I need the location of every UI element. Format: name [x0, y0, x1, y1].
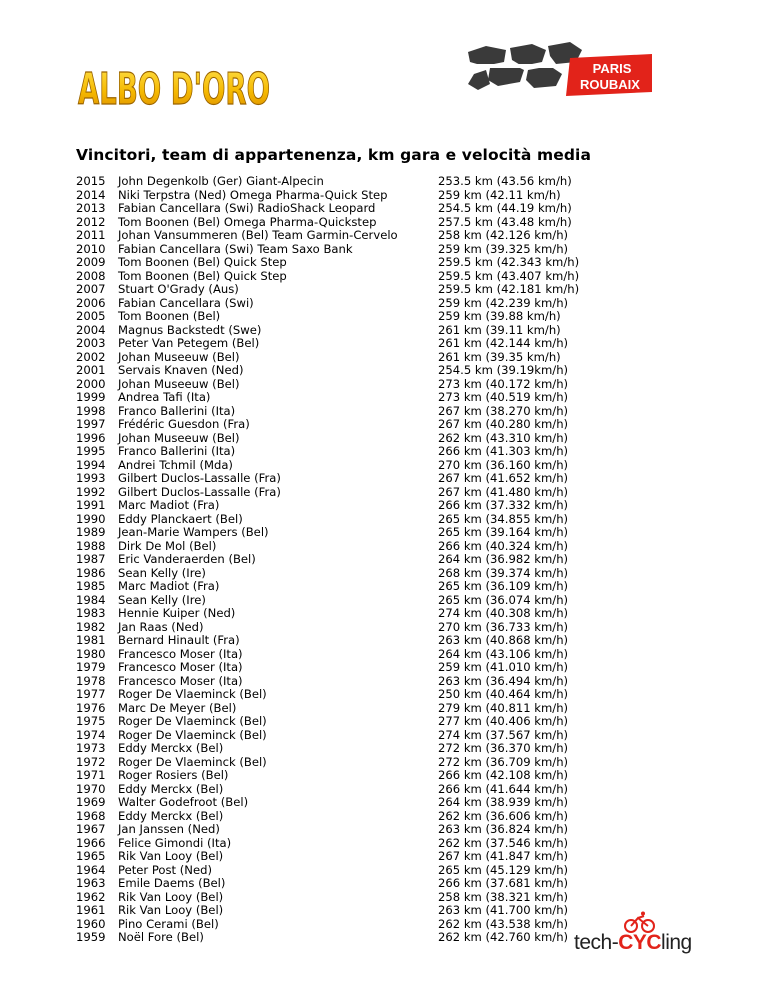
- year-cell: 2005: [76, 309, 106, 323]
- year-cell: 2014: [76, 187, 106, 202]
- albo-doro-text: ALBO D'ORO: [78, 64, 270, 115]
- year-cell: 2004: [76, 322, 106, 337]
- distance-cell: 258 km (42.126 km/h): [438, 228, 569, 242]
- distance-cell: 267 km (41.480 km/h): [438, 484, 569, 499]
- winner-cell: Emile Daems (Bel): [118, 876, 226, 890]
- winner-cell: Franco Ballerini (Ita): [118, 403, 236, 418]
- winner-cell: Fabian Cancellara (Swi) RadioShack Leopard: [118, 201, 376, 215]
- distance-cell: 266 km (41.644 km/h): [438, 781, 569, 796]
- year-cell: 1968: [76, 808, 106, 823]
- year-cell: 1964: [76, 862, 106, 877]
- distance-cell: 259 km (41.010 km/h): [438, 660, 569, 674]
- tech-cycling-wordmark: tech-CYCling: [574, 931, 692, 954]
- distance-cell: 262 km (36.606 km/h): [438, 808, 569, 823]
- distance-cell: 272 km (36.370 km/h): [438, 741, 569, 755]
- distance-cell: 257.5 km (43.48 km/h): [438, 214, 572, 229]
- year-cell: 1983: [76, 606, 106, 620]
- paris-label: PARIS: [592, 61, 632, 76]
- year-cell: 2009: [76, 255, 106, 269]
- distance-cell: 273 km (40.172 km/h): [438, 376, 569, 391]
- winner-cell: Johan Museeuw (Bel): [118, 376, 240, 391]
- winner-cell: Tom Boonen (Bel) Quick Step: [118, 268, 287, 283]
- distance-cell: 259 km (42.239 km/h): [438, 295, 569, 310]
- distance-cell: 262 km (43.310 km/h): [438, 430, 569, 445]
- distance-cell: 262 km (43.538 km/h): [438, 916, 569, 931]
- winner-cell: Rik Van Looy (Bel): [118, 889, 224, 904]
- distance-cell: 259.5 km (42.343 km/h): [438, 255, 580, 269]
- winner-cell: Johan Vansummeren (Bel) Team Garmin-Cervelo: [118, 228, 398, 242]
- distance-cell: 263 km (36.494 km/h): [438, 673, 569, 688]
- winner-cell: Tom Boonen (Bel) Omega Pharma-Quickstep: [118, 214, 377, 229]
- roubaix-label: ROUBAIX: [580, 77, 640, 92]
- year-cell: 1992: [76, 484, 106, 499]
- distance-cell: 267 km (38.270 km/h): [438, 403, 569, 418]
- year-cell: 1963: [76, 876, 106, 890]
- year-cell: 1960: [76, 916, 106, 931]
- distance-cell: 267 km (41.652 km/h): [438, 471, 569, 485]
- distance-cell: 270 km (36.160 km/h): [438, 457, 569, 472]
- distance-cell: 265 km (39.164 km/h): [438, 525, 569, 539]
- distance-cell: 272 km (36.709 km/h): [438, 754, 569, 769]
- winner-cell: Rik Van Looy (Bel): [118, 903, 224, 917]
- winner-cell: Eddy Planckaert (Bel): [118, 511, 243, 526]
- year-cell: 1979: [76, 660, 106, 674]
- winner-cell: Johan Museeuw (Bel): [118, 349, 240, 364]
- year-cell: 1981: [76, 633, 106, 647]
- winner-cell: Jan Raas (Ned): [118, 619, 204, 634]
- year-cell: 2002: [76, 349, 106, 364]
- year-cell: 1970: [76, 781, 106, 796]
- distance-cell: 263 km (40.868 km/h): [438, 633, 569, 647]
- distance-cell: 279 km (40.811 km/h): [438, 700, 569, 715]
- distance-cell: 266 km (40.324 km/h): [438, 538, 569, 553]
- winner-cell: Sean Kelly (Ire): [118, 592, 206, 607]
- distance-cell: 268 km (39.374 km/h): [438, 565, 569, 580]
- year-cell: 2011: [76, 228, 106, 242]
- winner-cell: Francesco Moser (Ita): [118, 646, 243, 661]
- year-cell: 1990: [76, 511, 106, 526]
- distance-cell: 273 km (40.519 km/h): [438, 390, 569, 404]
- year-cell: 1984: [76, 592, 106, 607]
- distance-cell: 262 km (42.760 km/h): [438, 930, 569, 944]
- year-cell: 1985: [76, 579, 106, 593]
- distance-cell: 264 km (38.939 km/h): [438, 795, 569, 809]
- winner-cell: Peter Van Petegem (Bel): [118, 336, 260, 350]
- year-cell: 1961: [76, 903, 106, 917]
- year-cell: 1971: [76, 768, 106, 782]
- winner-cell: Fabian Cancellara (Swi): [118, 295, 254, 310]
- year-cell: 1978: [76, 673, 106, 688]
- winner-cell: Roger De Vlaeminck (Bel): [118, 714, 267, 728]
- year-cell: 2015: [76, 174, 106, 188]
- year-cell: 2013: [76, 201, 106, 215]
- winner-cell: Eddy Merckx (Bel): [118, 781, 224, 796]
- distance-cell: 258 km (38.321 km/h): [438, 889, 569, 904]
- winner-cell: Roger De Vlaeminck (Bel): [118, 687, 267, 701]
- winner-cell: Marc De Meyer (Bel): [118, 700, 237, 715]
- winner-cell: Jean-Marie Wampers (Bel): [118, 525, 269, 539]
- year-cell: 1987: [76, 552, 106, 566]
- winner-cell: Pino Cerami (Bel): [118, 916, 219, 931]
- year-cell: 1988: [76, 538, 106, 553]
- year-cell: 1999: [76, 390, 106, 404]
- year-cell: 1967: [76, 822, 106, 836]
- year-cell: 2010: [76, 241, 106, 256]
- winner-cell: Tom Boonen (Bel) Quick Step: [118, 255, 287, 269]
- winner-cell: Marc Madiot (Fra): [118, 498, 220, 512]
- winner-cell: Andrea Tafi (Ita): [118, 390, 211, 404]
- winner-cell: Jan Janssen (Ned): [118, 822, 220, 836]
- winner-cell: Stuart O'Grady (Aus): [118, 282, 239, 296]
- winner-cell: Francesco Moser (Ita): [118, 673, 243, 688]
- winner-cell: Roger Rosiers (Bel): [118, 768, 229, 782]
- year-cell: 1965: [76, 849, 106, 863]
- winner-cell: Andrei Tchmil (Mda): [118, 457, 233, 472]
- year-cell: 1969: [76, 795, 106, 809]
- winner-cell: Gilbert Duclos-Lassalle (Fra): [118, 471, 281, 485]
- distance-cell: 263 km (41.700 km/h): [438, 903, 569, 917]
- year-cell: 1973: [76, 741, 106, 755]
- year-cell: 1976: [76, 700, 106, 715]
- year-cell: 1977: [76, 687, 106, 701]
- year-cell: 1998: [76, 403, 106, 418]
- distance-cell: 266 km (41.303 km/h): [438, 444, 569, 458]
- winner-cell: Eddy Merckx (Bel): [118, 741, 224, 755]
- distance-cell: 259 km (39.88 km/h): [438, 309, 561, 323]
- distance-cell: 274 km (40.308 km/h): [438, 606, 569, 620]
- distance-cell: 261 km (39.35 km/h): [438, 349, 561, 364]
- distance-cell: 259.5 km (42.181 km/h): [438, 282, 580, 296]
- distance-cell: 266 km (37.332 km/h): [438, 498, 569, 512]
- winner-cell: Magnus Backstedt (Swe): [118, 322, 262, 337]
- cyclist-icon: [622, 911, 656, 933]
- winner-cell: Peter Post (Ned): [118, 862, 212, 877]
- distance-cell: 267 km (41.847 km/h): [438, 849, 569, 863]
- distance-cell: 250 km (40.464 km/h): [438, 687, 569, 701]
- year-cell: 1959: [76, 930, 106, 944]
- winner-cell: Walter Godefroot (Bel): [118, 795, 249, 809]
- winner-cell: Gilbert Duclos-Lassalle (Fra): [118, 484, 281, 499]
- winner-cell: Eric Vanderaerden (Bel): [118, 552, 256, 566]
- year-cell: 1980: [76, 646, 106, 661]
- year-cell: 1996: [76, 430, 106, 445]
- winner-cell: Dirk De Mol (Bel): [118, 538, 217, 553]
- year-cell: 1975: [76, 714, 106, 728]
- distance-cell: 259.5 km (43.407 km/h): [438, 268, 580, 283]
- year-cell: 1972: [76, 754, 106, 769]
- year-cell: 2008: [76, 268, 106, 283]
- winner-cell: Rik Van Looy (Bel): [118, 849, 224, 863]
- distance-cell: 265 km (45.129 km/h): [438, 862, 569, 877]
- winner-cell: Marc Madiot (Fra): [118, 579, 220, 593]
- year-cell: 1993: [76, 471, 106, 485]
- winner-cell: Johan Museeuw (Bel): [118, 430, 240, 445]
- winner-cell: Roger De Vlaeminck (Bel): [118, 754, 267, 769]
- winner-cell: Noël Fore (Bel): [118, 930, 204, 944]
- albo-doro-title: [76, 42, 276, 114]
- page-heading: Vincitori, team di appartenenza, km gara e velocità media: [76, 146, 592, 164]
- winner-cell: John Degenkolb (Ger) Giant-Alpecin: [118, 174, 324, 188]
- year-cell: 1962: [76, 889, 106, 904]
- distance-cell: 267 km (40.280 km/h): [438, 417, 569, 431]
- winner-cell: Hennie Kuiper (Ned): [118, 606, 236, 620]
- year-cell: 1995: [76, 444, 106, 458]
- distance-cell: 274 km (37.567 km/h): [438, 727, 569, 742]
- winner-cell: Tom Boonen (Bel): [118, 309, 221, 323]
- year-cell: 1982: [76, 619, 106, 634]
- year-cell: 2006: [76, 295, 106, 310]
- winner-cell: Roger De Vlaeminck (Bel): [118, 727, 267, 742]
- winner-cell: Fabian Cancellara (Swi) Team Saxo Bank: [118, 241, 353, 256]
- winner-cell: Servais Knaven (Ned): [118, 363, 244, 377]
- winner-cell: Frédéric Guesdon (Fra): [118, 417, 250, 431]
- winner-cell: Felice Gimondi (Ita): [118, 835, 232, 850]
- year-cell: 1997: [76, 417, 106, 431]
- winner-cell: Sean Kelly (Ire): [118, 565, 206, 580]
- year-cell: 2003: [76, 336, 106, 350]
- distance-cell: 266 km (37.681 km/h): [438, 876, 569, 890]
- winner-cell: Francesco Moser (Ita): [118, 660, 243, 674]
- distance-cell: 270 km (36.733 km/h): [438, 619, 569, 634]
- distance-cell: 265 km (36.074 km/h): [438, 592, 569, 607]
- distance-cell: 266 km (42.108 km/h): [438, 768, 569, 782]
- paris-roubaix-logo: [466, 40, 656, 100]
- distance-cell: 259 km (39.325 km/h): [438, 241, 569, 256]
- distance-cell: 262 km (37.546 km/h): [438, 835, 569, 850]
- year-cell: 1966: [76, 835, 106, 850]
- year-cell: 1989: [76, 525, 106, 539]
- distance-cell: 254.5 km (44.19 km/h): [438, 201, 572, 215]
- distance-cell: 253.5 km (43.56 km/h): [438, 174, 572, 188]
- year-cell: 1991: [76, 498, 106, 512]
- year-cell: 2001: [76, 363, 106, 377]
- winner-cell: Eddy Merckx (Bel): [118, 808, 224, 823]
- distance-cell: 261 km (42.144 km/h): [438, 336, 569, 350]
- winner-cell: Franco Ballerini (Ita): [118, 444, 236, 458]
- distance-cell: 259 km (42.11 km/h): [438, 187, 561, 202]
- distance-cell: 265 km (34.855 km/h): [438, 511, 569, 526]
- year-cell: 2007: [76, 282, 106, 296]
- tech-cycling-logo: [568, 911, 696, 963]
- year-cell: 2000: [76, 376, 106, 391]
- winner-cell: Bernard Hinault (Fra): [118, 633, 240, 647]
- year-cell: 1986: [76, 565, 106, 580]
- distance-cell: 261 km (39.11 km/h): [438, 322, 561, 337]
- distance-cell: 263 km (36.824 km/h): [438, 822, 569, 836]
- distance-cell: 264 km (43.106 km/h): [438, 646, 569, 661]
- distance-cell: 277 km (40.406 km/h): [438, 714, 569, 728]
- year-cell: 2012: [76, 214, 106, 229]
- year-cell: 1974: [76, 727, 106, 742]
- distance-cell: 254.5 km (39.19km/h): [438, 363, 569, 377]
- winner-cell: Niki Terpstra (Ned) Omega Pharma-Quick Step: [118, 187, 388, 202]
- year-cell: 1994: [76, 457, 106, 472]
- distance-cell: 265 km (36.109 km/h): [438, 579, 569, 593]
- distance-cell: 264 km (36.982 km/h): [438, 552, 569, 566]
